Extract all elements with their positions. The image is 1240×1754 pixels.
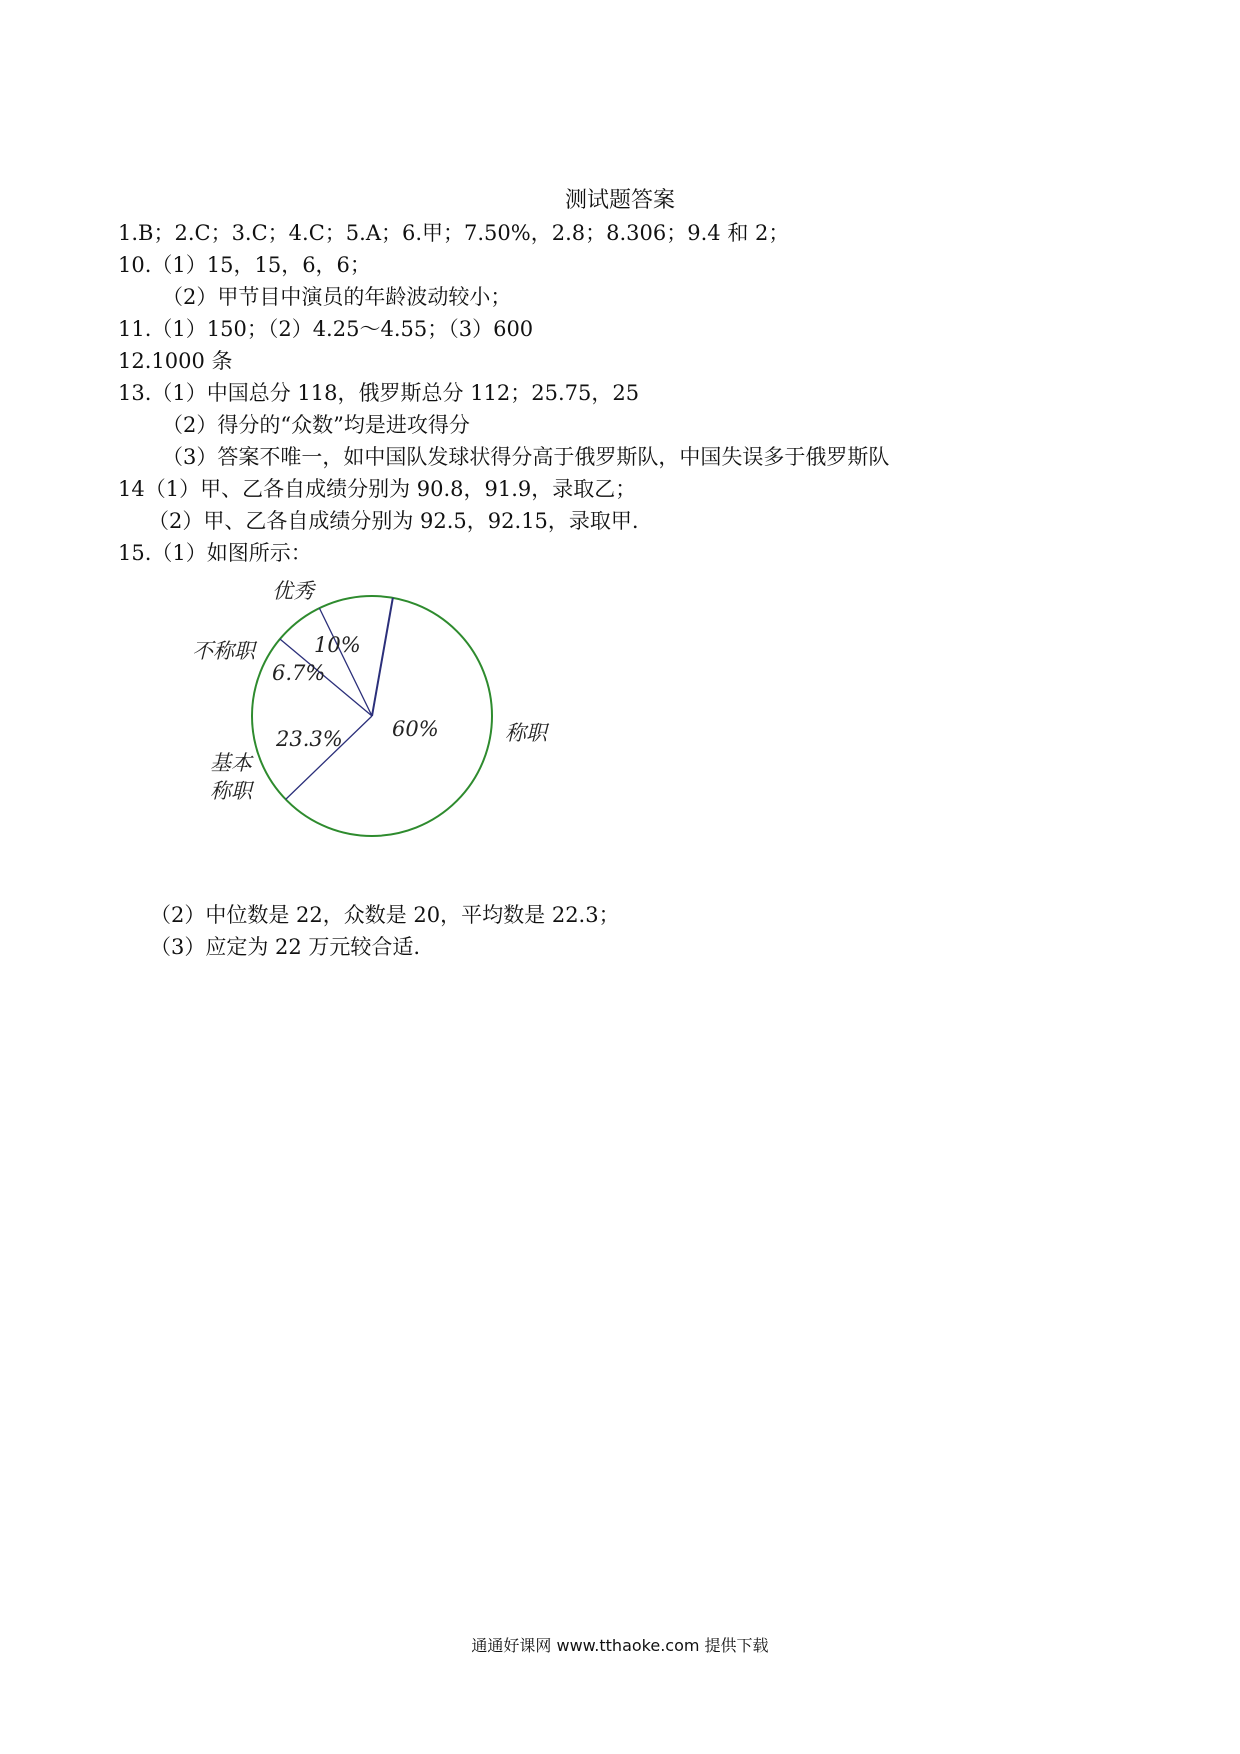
pie-radius-1 xyxy=(372,598,393,716)
answer-line-12: 12.1000 条 xyxy=(118,349,233,373)
slice-percent-incompetent: 6.7% xyxy=(272,661,326,685)
answer-line-1: 1.B；2.C；3.C；4.C；5.A；6.甲；7.50%，2.8；8.306；9.4 和 2； xyxy=(118,221,790,245)
slice-label-basic-line2: 称职 xyxy=(210,779,252,803)
answer-line-10-2: （2）甲节目中演员的年龄波动较小； xyxy=(162,285,512,309)
answer-line-10-1: 10.（1）15，15，6，6； xyxy=(118,253,371,277)
slice-label-basic-line1: 基本 xyxy=(210,751,252,775)
answer-line-15-1: 15.（1）如图所示： xyxy=(118,541,312,565)
slice-label-competent: 称职 xyxy=(505,721,547,745)
answer-line-15-3: （3）应定为 22 万元较合适. xyxy=(150,935,421,959)
slice-percent-basic: 23.3% xyxy=(276,727,343,751)
answer-line-11: 11.（1）150；（2）4.25～4.55；（3）600 xyxy=(118,317,534,341)
slice-label-excellent: 优秀 xyxy=(272,579,314,603)
answer-line-13-3: （3）答案不唯一，如中国队发球状得分高于俄罗斯队，中国失误多于俄罗斯队 xyxy=(162,445,890,469)
pie-chart xyxy=(180,580,580,870)
slice-percent-competent: 60% xyxy=(392,717,439,741)
answer-line-15-2: （2）中位数是 22，众数是 20，平均数是 22.3； xyxy=(150,903,620,927)
slice-percent-excellent: 10% xyxy=(314,633,361,657)
pie-radius-2 xyxy=(319,608,372,716)
answer-line-14-1: 14（1）甲、乙各自成绩分别为 90.8，91.9，录取乙； xyxy=(118,477,637,501)
pie-radii xyxy=(280,598,393,800)
answer-line-13-2: （2）得分的“众数”均是进攻得分 xyxy=(162,413,470,437)
answer-line-13-1: 13.（1）中国总分 118，俄罗斯总分 112；25.75，25 xyxy=(118,381,640,405)
page-title: 测试题答案 xyxy=(564,188,675,213)
answer-line-14-2: （2）甲、乙各自成绩分别为 92.5，92.15，录取甲. xyxy=(148,509,639,533)
slice-label-incompetent: 不称职 xyxy=(192,639,255,663)
footer-credit: 通通好课网 www.tthaoke.com 提供下载 xyxy=(471,1636,769,1655)
